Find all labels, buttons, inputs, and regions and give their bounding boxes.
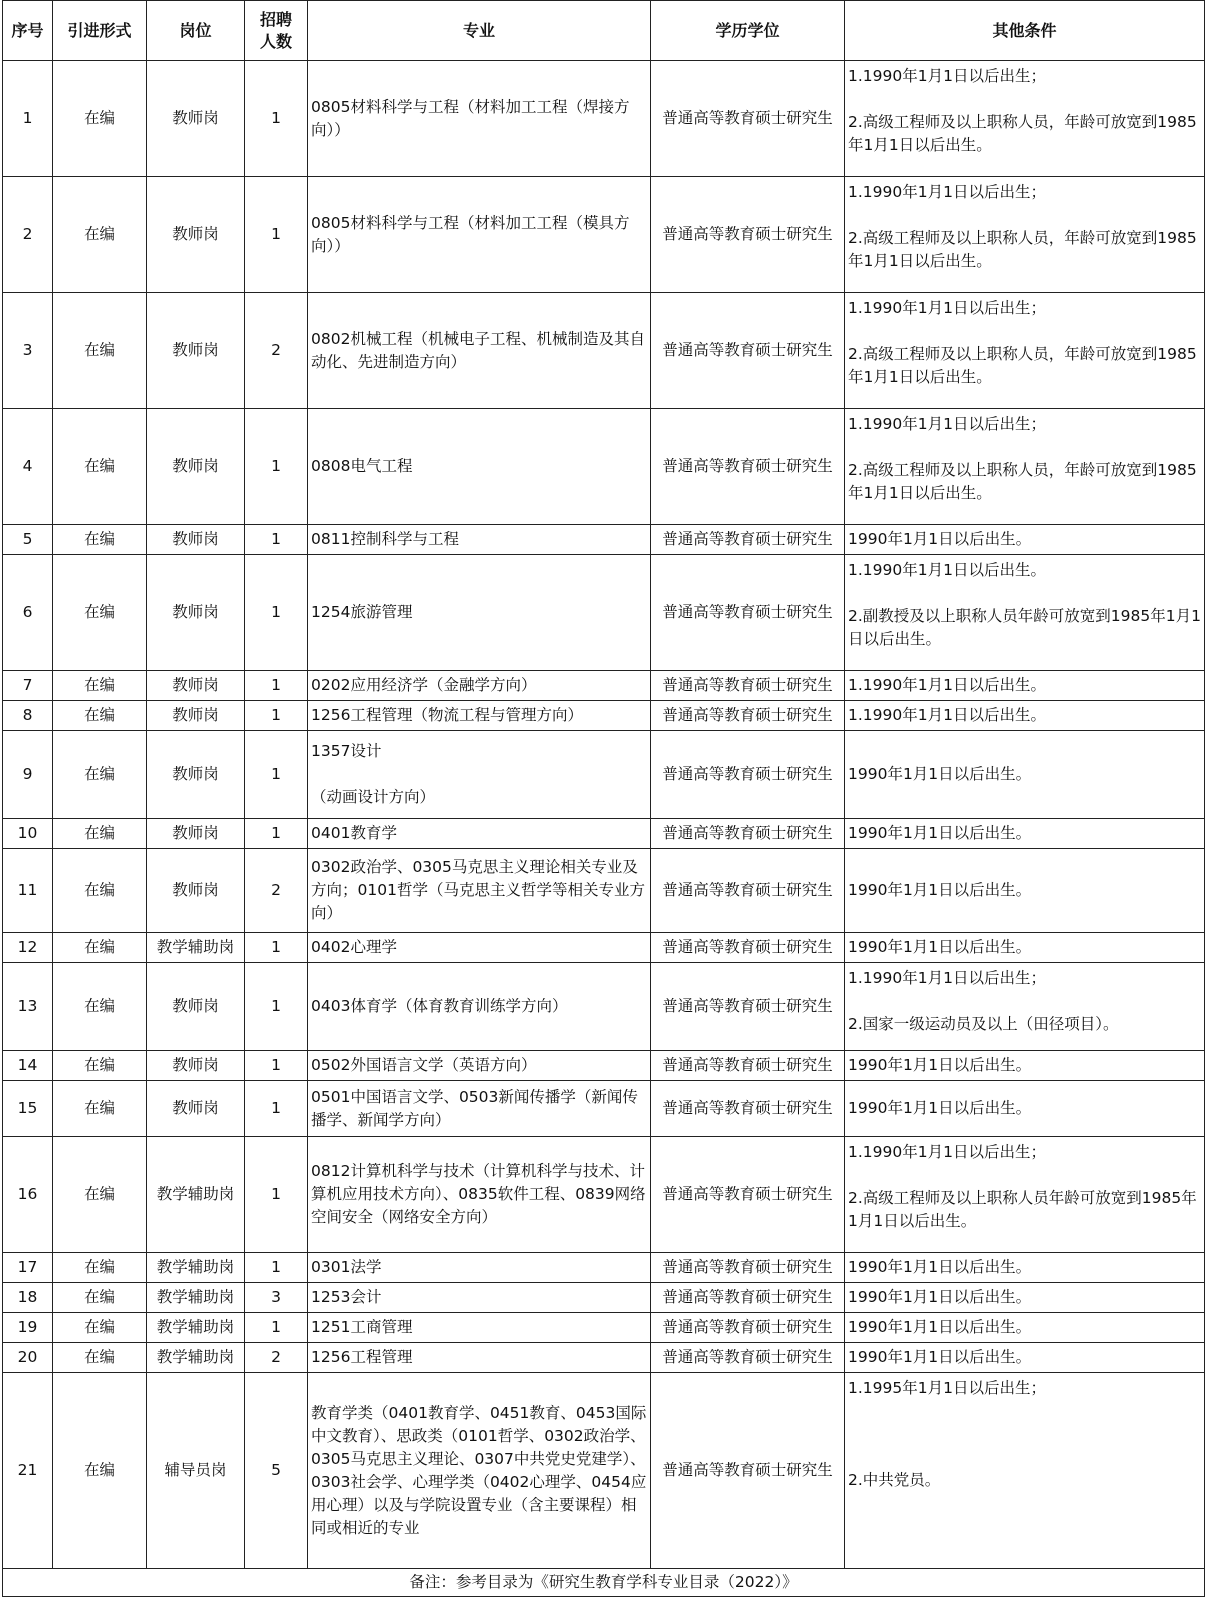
- cell-form: 在编: [53, 1137, 147, 1253]
- cell-form: 在编: [53, 1051, 147, 1081]
- cell-major: [308, 1373, 651, 1569]
- cell-post: 教学辅助岗: [147, 1137, 245, 1253]
- cell-other: [845, 1253, 1205, 1283]
- cell-count: 1: [245, 1051, 308, 1081]
- cell-major: [308, 933, 651, 963]
- cell-form: 在编: [53, 1343, 147, 1373]
- cell-degree: 普通高等教育硕士研究生: [651, 177, 845, 293]
- condition-line: 1.1995年1月1日以后出生；: [848, 1379, 1046, 1397]
- cell-count: 1: [245, 963, 308, 1051]
- recruitment-table: [2, 0, 1205, 1597]
- table-row: [3, 1253, 1205, 1283]
- condition-line: 1.1990年1月1日以后出生；: [848, 415, 1046, 433]
- cell-count: 1: [245, 819, 308, 849]
- cell-form: 在编: [53, 731, 147, 819]
- cell-count: 1: [245, 61, 308, 177]
- major-line: [311, 763, 647, 786]
- condition-line: 2.高级工程师及以上职称人员，年龄可放宽到1985年1月1日以后出生。: [848, 461, 1197, 502]
- condition-line: 1990年1月1日以后出生。: [848, 530, 1032, 548]
- cell-form: 在编: [53, 933, 147, 963]
- table-row: [3, 1283, 1205, 1313]
- major-line: 0805材料科学与工程（材料加工工程（模具方向））: [311, 213, 630, 255]
- table-row: [3, 1313, 1205, 1343]
- major-line: 1256工程管理: [311, 1348, 413, 1366]
- major-line: 0401教育学: [311, 824, 397, 842]
- cell-no: 21: [3, 1373, 53, 1569]
- cell-major: [308, 1253, 651, 1283]
- cell-other: [845, 293, 1205, 409]
- cell-other: [845, 1283, 1205, 1313]
- condition-line: 1.1990年1月1日以后出生；: [848, 183, 1046, 201]
- cell-other: [845, 731, 1205, 819]
- cell-form: 在编: [53, 671, 147, 701]
- cell-major: [308, 525, 651, 555]
- table-row: [3, 963, 1205, 1051]
- cell-form: 在编: [53, 1283, 147, 1313]
- cell-count: 1: [245, 177, 308, 293]
- header-post: 岗位: [147, 1, 245, 61]
- cell-degree: 普通高等教育硕士研究生: [651, 61, 845, 177]
- cell-degree: 普通高等教育硕士研究生: [651, 1343, 845, 1373]
- table-row: [3, 1137, 1205, 1253]
- cell-post: 教师岗: [147, 1051, 245, 1081]
- cell-post: 教学辅助岗: [147, 1343, 245, 1373]
- cell-post: 教师岗: [147, 177, 245, 293]
- cell-major: [308, 177, 651, 293]
- cell-form: 在编: [53, 555, 147, 671]
- condition-line: 1990年1月1日以后出生。: [848, 881, 1032, 899]
- cell-degree: 普通高等教育硕士研究生: [651, 963, 845, 1051]
- cell-count: 1: [245, 525, 308, 555]
- table-row: [3, 933, 1205, 963]
- cell-other: [845, 409, 1205, 525]
- table-row: [3, 1081, 1205, 1137]
- cell-no: 1: [3, 61, 53, 177]
- table-row: [3, 671, 1205, 701]
- cell-degree: 普通高等教育硕士研究生: [651, 819, 845, 849]
- condition-line: 2.高级工程师及以上职称人员，年龄可放宽到1985年1月1日以后出生。: [848, 345, 1197, 386]
- major-line: 教育学类（0401教育学、0451教育、0453国际中文教育）、思政类（0101哲学、0302政治学、0305马克思主义理论、0307中共党史党建学）、0303社会学、心理学类（0402心理学、0454应用心理）以及与学院设置专业（含主要课程）相同或相近的专业: [311, 1403, 647, 1537]
- table-row: [3, 525, 1205, 555]
- cell-degree: 普通高等教育硕士研究生: [651, 525, 845, 555]
- cell-form: 在编: [53, 177, 147, 293]
- cell-degree: 普通高等教育硕士研究生: [651, 701, 845, 731]
- condition-line: [848, 582, 1201, 605]
- cell-major: [308, 1081, 651, 1137]
- cell-form: 在编: [53, 849, 147, 933]
- cell-major: [308, 731, 651, 819]
- cell-count: 1: [245, 409, 308, 525]
- cell-degree: 普通高等教育硕士研究生: [651, 1313, 845, 1343]
- major-line: 0802机械工程（机械电子工程、机械制造及其自动化、先进制造方向）: [311, 329, 645, 371]
- cell-degree: 普通高等教育硕士研究生: [651, 1051, 845, 1081]
- cell-major: [308, 849, 651, 933]
- cell-form: 在编: [53, 409, 147, 525]
- cell-post: 教师岗: [147, 525, 245, 555]
- condition-line: [848, 1164, 1201, 1187]
- cell-degree: 普通高等教育硕士研究生: [651, 1137, 845, 1253]
- cell-post: 教学辅助岗: [147, 933, 245, 963]
- cell-form: 在编: [53, 293, 147, 409]
- cell-post: 教师岗: [147, 731, 245, 819]
- cell-count: 1: [245, 701, 308, 731]
- cell-other: [845, 849, 1205, 933]
- cell-no: 18: [3, 1283, 53, 1313]
- header-major: 专业: [308, 1, 651, 61]
- cell-other: [845, 555, 1205, 671]
- cell-post: 教师岗: [147, 555, 245, 671]
- cell-form: 在编: [53, 1313, 147, 1343]
- cell-major: [308, 701, 651, 731]
- cell-degree: 普通高等教育硕士研究生: [651, 555, 845, 671]
- cell-post: 教师岗: [147, 701, 245, 731]
- cell-no: 9: [3, 731, 53, 819]
- cell-post: 教师岗: [147, 849, 245, 933]
- cell-post: 教师岗: [147, 61, 245, 177]
- condition-line: [848, 990, 1201, 1013]
- cell-major: [308, 1051, 651, 1081]
- major-line: 1253会计: [311, 1288, 382, 1306]
- cell-post: 教师岗: [147, 409, 245, 525]
- major-line: 0812计算机科学与技术（计算机科学与技术、计算机应用技术方向）、0835软件工程、0839网络空间安全（网络安全方向）: [311, 1162, 646, 1226]
- cell-no: 8: [3, 701, 53, 731]
- cell-other: [845, 1137, 1205, 1253]
- condition-line: 1990年1月1日以后出生。: [848, 824, 1032, 842]
- cell-major: [308, 61, 651, 177]
- major-line: 0403体育学（体育教育训练学方向）: [311, 997, 568, 1015]
- cell-degree: 普通高等教育硕士研究生: [651, 293, 845, 409]
- cell-no: 10: [3, 819, 53, 849]
- cell-major: [308, 671, 651, 701]
- cell-form: 在编: [53, 1253, 147, 1283]
- cell-other: [845, 1373, 1205, 1569]
- condition-line: 2.高级工程师及以上职称人员，年龄可放宽到1985年1月1日以后出生。: [848, 113, 1197, 154]
- cell-other: [845, 61, 1205, 177]
- major-line: 0805材料科学与工程（材料加工工程（焊接方向））: [311, 97, 630, 139]
- cell-no: 13: [3, 963, 53, 1051]
- cell-post: 教学辅助岗: [147, 1313, 245, 1343]
- cell-no: 15: [3, 1081, 53, 1137]
- footer-row: [3, 1569, 1205, 1597]
- table-row: [3, 409, 1205, 525]
- cell-no: 5: [3, 525, 53, 555]
- cell-post: 辅导员岗: [147, 1373, 245, 1569]
- cell-degree: 普通高等教育硕士研究生: [651, 1253, 845, 1283]
- cell-no: 2: [3, 177, 53, 293]
- cell-no: 12: [3, 933, 53, 963]
- table-row: [3, 1343, 1205, 1373]
- condition-line: 2.副教授及以上职称人员年龄可放宽到1985年1月1日以后出生。: [848, 607, 1201, 648]
- cell-degree: 普通高等教育硕士研究生: [651, 933, 845, 963]
- cell-other: [845, 819, 1205, 849]
- table-row: [3, 1373, 1205, 1569]
- table-row: [3, 293, 1205, 409]
- condition-line: [848, 320, 1201, 343]
- condition-line: [848, 88, 1201, 111]
- major-line: 0502外国语言文学（英语方向）: [311, 1056, 537, 1074]
- cell-no: 16: [3, 1137, 53, 1253]
- cell-degree: 普通高等教育硕士研究生: [651, 849, 845, 933]
- condition-line: [848, 204, 1201, 227]
- cell-count: 1: [245, 933, 308, 963]
- cell-degree: 普通高等教育硕士研究生: [651, 731, 845, 819]
- cell-post: 教学辅助岗: [147, 1283, 245, 1313]
- footer-note: 备注：参考目录为《研究生教育学科专业目录（2022）》: [3, 1569, 1205, 1597]
- condition-line: 1.1990年1月1日以后出生；: [848, 969, 1046, 987]
- condition-line: 1.1990年1月1日以后出生。: [848, 706, 1046, 724]
- condition-line: 1990年1月1日以后出生。: [848, 1056, 1032, 1074]
- condition-line: 2.中共党员。: [848, 1471, 941, 1489]
- cell-count: 5: [245, 1373, 308, 1569]
- cell-no: 3: [3, 293, 53, 409]
- condition-line: 1990年1月1日以后出生。: [848, 938, 1032, 956]
- cell-form: 在编: [53, 963, 147, 1051]
- cell-no: 4: [3, 409, 53, 525]
- major-line: 1357设计: [311, 742, 382, 760]
- cell-no: 20: [3, 1343, 53, 1373]
- major-line: （动画设计方向）: [311, 788, 436, 806]
- condition-line: [848, 1400, 1201, 1423]
- cell-form: 在编: [53, 1081, 147, 1137]
- cell-count: 2: [245, 293, 308, 409]
- cell-post: 教师岗: [147, 293, 245, 409]
- cell-post: 教师岗: [147, 671, 245, 701]
- table-row: [3, 61, 1205, 177]
- cell-major: [308, 293, 651, 409]
- table-row: [3, 177, 1205, 293]
- major-line: 0402心理学: [311, 938, 397, 956]
- cell-count: 1: [245, 1081, 308, 1137]
- cell-post: 教师岗: [147, 963, 245, 1051]
- major-line: 1256工程管理（物流工程与管理方向）: [311, 706, 583, 724]
- cell-count: 3: [245, 1283, 308, 1313]
- cell-other: [845, 963, 1205, 1051]
- cell-major: [308, 963, 651, 1051]
- condition-line: 1.1990年1月1日以后出生；: [848, 1143, 1046, 1161]
- cell-major: [308, 819, 651, 849]
- condition-line: 1990年1月1日以后出生。: [848, 1288, 1032, 1306]
- cell-degree: 普通高等教育硕士研究生: [651, 409, 845, 525]
- cell-other: [845, 177, 1205, 293]
- cell-other: [845, 525, 1205, 555]
- condition-line: [848, 1423, 1201, 1446]
- cell-no: 11: [3, 849, 53, 933]
- cell-other: [845, 933, 1205, 963]
- condition-line: 1.1990年1月1日以后出生；: [848, 299, 1046, 317]
- major-line: 0302政治学、0305马克思主义理论相关专业及方向；0101哲学（马克思主义哲学等相关专业方向）: [311, 858, 645, 922]
- condition-line: 1990年1月1日以后出生。: [848, 1099, 1032, 1117]
- cell-other: [845, 1313, 1205, 1343]
- table-row: [3, 731, 1205, 819]
- cell-other: [845, 1343, 1205, 1373]
- condition-line: 1990年1月1日以后出生。: [848, 1318, 1032, 1336]
- cell-form: 在编: [53, 819, 147, 849]
- table-row: [3, 1051, 1205, 1081]
- cell-no: 19: [3, 1313, 53, 1343]
- table-row: [3, 555, 1205, 671]
- cell-other: [845, 1081, 1205, 1137]
- cell-count: 1: [245, 555, 308, 671]
- cell-form: 在编: [53, 525, 147, 555]
- cell-form: 在编: [53, 701, 147, 731]
- cell-count: 1: [245, 731, 308, 819]
- cell-form: 在编: [53, 1373, 147, 1569]
- condition-line: 1990年1月1日以后出生。: [848, 1258, 1032, 1276]
- cell-post: 教师岗: [147, 1081, 245, 1137]
- cell-major: [308, 409, 651, 525]
- cell-degree: 普通高等教育硕士研究生: [651, 1283, 845, 1313]
- condition-line: 1990年1月1日以后出生。: [848, 1348, 1032, 1366]
- condition-line: [848, 1446, 1201, 1469]
- cell-major: [308, 1137, 651, 1253]
- major-line: 1254旅游管理: [311, 603, 413, 621]
- cell-post: 教学辅助岗: [147, 1253, 245, 1283]
- cell-count: 1: [245, 1253, 308, 1283]
- major-line: 1251工商管理: [311, 1318, 413, 1336]
- major-line: 0811控制科学与工程: [311, 530, 459, 548]
- major-line: 0501中国语言文学、0503新闻传播学（新闻传播学、新闻学方向）: [311, 1087, 638, 1129]
- condition-line: [848, 436, 1201, 459]
- cell-count: 2: [245, 1343, 308, 1373]
- table-row: [3, 819, 1205, 849]
- cell-major: [308, 1283, 651, 1313]
- header-form: 引进形式: [53, 1, 147, 61]
- header-degree: 学历学位: [651, 1, 845, 61]
- header-count: 招聘人数: [245, 1, 308, 61]
- cell-form: 在编: [53, 61, 147, 177]
- cell-count: 1: [245, 671, 308, 701]
- cell-other: [845, 701, 1205, 731]
- cell-no: 6: [3, 555, 53, 671]
- cell-count: 2: [245, 849, 308, 933]
- header-no: 序号: [3, 1, 53, 61]
- condition-line: 1.1990年1月1日以后出生。: [848, 561, 1046, 579]
- condition-line: 2.高级工程师及以上职称人员，年龄可放宽到1985年1月1日以后出生。: [848, 229, 1197, 270]
- major-line: 0301法学: [311, 1258, 382, 1276]
- cell-other: [845, 1051, 1205, 1081]
- cell-major: [308, 1313, 651, 1343]
- table-row: [3, 849, 1205, 933]
- condition-line: 2.高级工程师及以上职称人员年龄可放宽到1985年1月1日以后出生。: [848, 1189, 1197, 1230]
- cell-count: 1: [245, 1313, 308, 1343]
- cell-degree: 普通高等教育硕士研究生: [651, 1373, 845, 1569]
- cell-degree: 普通高等教育硕士研究生: [651, 671, 845, 701]
- condition-line: 1.1990年1月1日以后出生。: [848, 676, 1046, 694]
- table-row: [3, 701, 1205, 731]
- cell-degree: 普通高等教育硕士研究生: [651, 1081, 845, 1137]
- cell-count: 1: [245, 1137, 308, 1253]
- cell-major: [308, 555, 651, 671]
- major-line: 0202应用经济学（金融学方向）: [311, 676, 537, 694]
- cell-major: [308, 1343, 651, 1373]
- header-other: 其他条件: [845, 1, 1205, 61]
- cell-other: [845, 671, 1205, 701]
- header-row: [3, 1, 1205, 61]
- major-line: 0808电气工程: [311, 457, 413, 475]
- cell-no: 7: [3, 671, 53, 701]
- cell-no: 17: [3, 1253, 53, 1283]
- condition-line: 1990年1月1日以后出生。: [848, 765, 1032, 783]
- condition-line: 2.国家一级运动员及以上（田径项目）。: [848, 1015, 1119, 1033]
- cell-post: 教师岗: [147, 819, 245, 849]
- cell-no: 14: [3, 1051, 53, 1081]
- condition-line: 1.1990年1月1日以后出生；: [848, 67, 1046, 85]
